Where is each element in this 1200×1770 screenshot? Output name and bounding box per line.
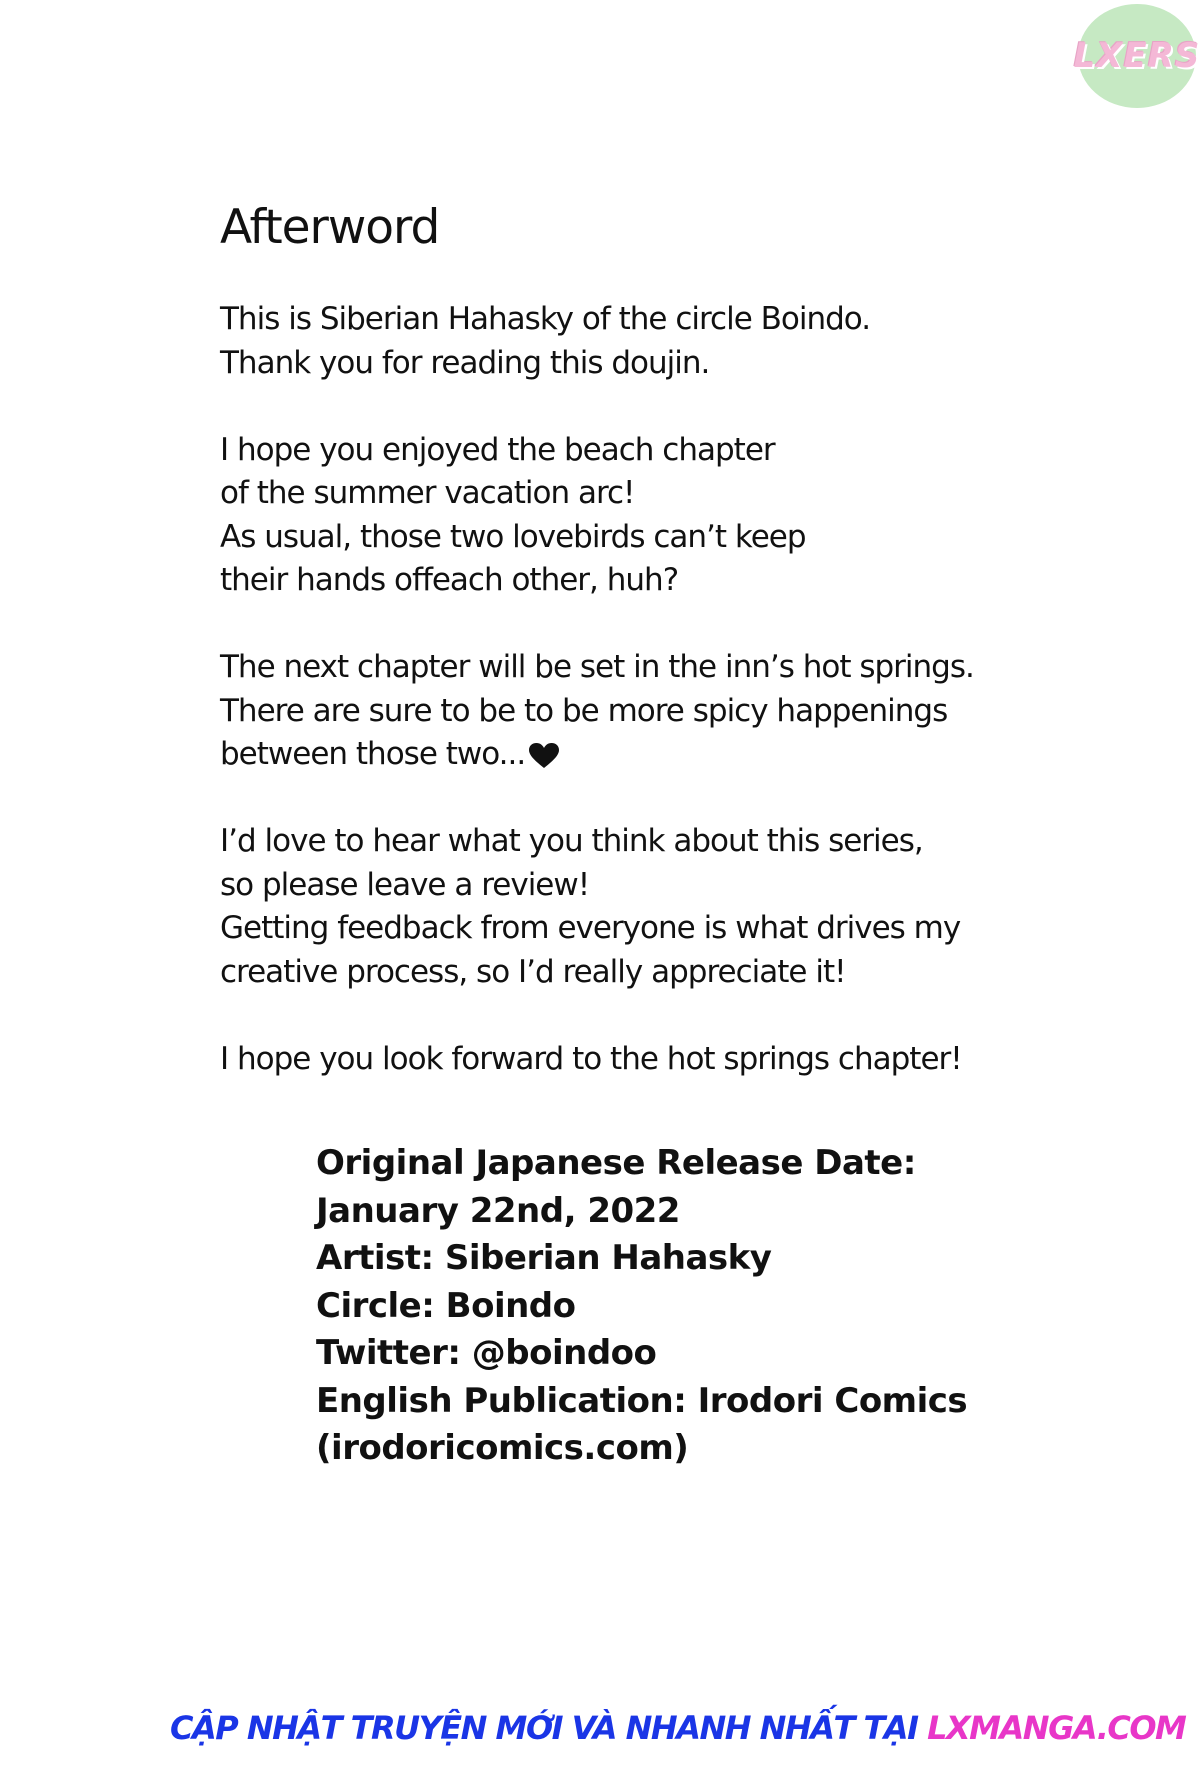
text-line-with-heart bbox=[220, 733, 1040, 777]
release-info bbox=[316, 1140, 967, 1473]
paragraph-beach bbox=[220, 429, 1040, 603]
twitter-handle: Twitter: @boindoo bbox=[316, 1333, 657, 1373]
text-line: This is Siberian Hahasky of the circle Boindo. bbox=[220, 301, 871, 337]
text-line: As usual, those two lovebirds can’t keep bbox=[220, 518, 806, 555]
afterword-body bbox=[220, 298, 1040, 1125]
page-title: Afterword bbox=[220, 200, 440, 255]
text-line: There are sure to be to be more spicy happenings bbox=[220, 692, 948, 729]
text-line: so please leave a review! bbox=[220, 866, 590, 903]
text-line: The next chapter will be set in the inn’s hot springs. bbox=[220, 649, 974, 685]
text-line: Getting feedback from everyone is what drives my bbox=[220, 910, 961, 946]
banner-site-link[interactable]: LXMANGA.COM bbox=[927, 1709, 1186, 1747]
lxers-logo bbox=[1073, 4, 1200, 108]
publisher-website: (irodoricomics.com) bbox=[316, 1428, 689, 1468]
publication-credit: English Publication: Irodori Comics bbox=[316, 1380, 968, 1421]
release-date: January 22nd, 2022 bbox=[316, 1190, 680, 1231]
text-line: I hope you look forward to the hot springs chapter! bbox=[220, 1040, 962, 1077]
text-line: of the summer vacation arc! bbox=[220, 475, 635, 511]
text-line: creative process, so I’d really appreciate it! bbox=[220, 953, 846, 990]
logo-text: LXERS bbox=[1073, 36, 1200, 76]
footer-banner bbox=[170, 1706, 1186, 1750]
paragraph-next-chapter bbox=[220, 646, 1040, 777]
paragraph-closing bbox=[220, 1038, 1040, 1082]
circle-credit: Circle: Boindo bbox=[316, 1285, 576, 1326]
paragraph-intro bbox=[220, 298, 1040, 385]
release-date-label: Original Japanese Release Date: bbox=[316, 1143, 916, 1183]
text-line: between those two... bbox=[220, 736, 526, 772]
heart-icon bbox=[529, 743, 559, 769]
text-line: their hands offeach other, huh? bbox=[220, 562, 679, 598]
artist-credit: Artist: Siberian Hahasky bbox=[316, 1238, 772, 1278]
text-line: I hope you enjoyed the beach chapter bbox=[220, 431, 775, 468]
text-line: I’d love to hear what you think about this series, bbox=[220, 823, 923, 859]
banner-text: CẬP NHẬT TRUYỆN MỚI VÀ NHANH NHẤT TẠI bbox=[170, 1709, 928, 1747]
text-line: Thank you for reading this doujin. bbox=[220, 344, 710, 381]
paragraph-review bbox=[220, 820, 1040, 994]
